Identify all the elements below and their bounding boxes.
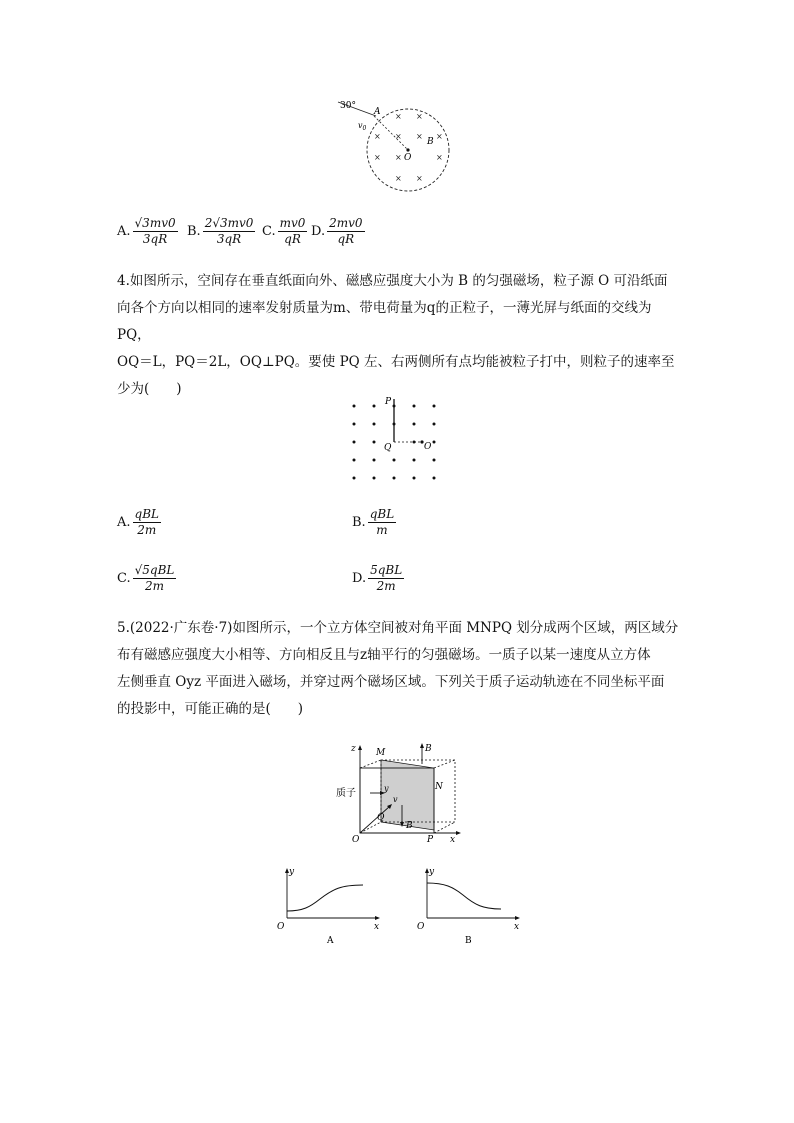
field-b-top-label: B bbox=[425, 744, 432, 754]
q3-option-a[interactable] bbox=[117, 216, 178, 247]
option-fraction bbox=[133, 507, 161, 538]
axis-x-label: x bbox=[450, 835, 456, 845]
q4-line-4: 少为( ) bbox=[117, 381, 182, 397]
option-letter: A. bbox=[117, 224, 131, 239]
center-o-label: O bbox=[404, 153, 412, 163]
denominator: 3qR bbox=[216, 232, 242, 246]
denominator: m bbox=[376, 523, 388, 537]
graph-caption: A bbox=[327, 936, 334, 946]
q4-option-c[interactable] bbox=[117, 563, 176, 594]
q4-option-d[interactable] bbox=[352, 563, 404, 594]
q3-option-d[interactable] bbox=[311, 216, 365, 247]
svg-text:×: × bbox=[395, 153, 402, 162]
q3-option-c[interactable] bbox=[262, 216, 307, 247]
axis-x-label: x bbox=[374, 922, 380, 932]
trajectory-curve-a bbox=[287, 885, 363, 911]
numerator: √5qBL bbox=[134, 563, 175, 577]
axis-y-label: y bbox=[429, 867, 435, 877]
axis-y-label: y bbox=[289, 867, 295, 877]
q5-line-3: 左侧垂直 Oyz 平面进入磁场，并穿过两个磁场区域。下列关于质子运动轨迹在不同坐标平面 bbox=[117, 674, 665, 690]
option-letter: B. bbox=[187, 224, 201, 239]
denominator: 2m bbox=[137, 523, 157, 537]
velocity-label: $v_0$ bbox=[358, 121, 367, 132]
denominator: 2m bbox=[144, 579, 164, 593]
option-fraction bbox=[278, 216, 308, 247]
q4-line-3: OQ＝L，PQ＝2L，OQ⊥PQ。要使 PQ 左、右两侧所有点均能被粒子打中，则粒子的速率至 bbox=[117, 354, 675, 370]
point-o-label: O bbox=[424, 442, 432, 452]
origin-label: O bbox=[417, 922, 425, 932]
velocity-v-label: v bbox=[393, 795, 398, 804]
q5-question-text bbox=[117, 615, 683, 723]
q4-line-2: 向各个方向以相同的速率发射质量为m、带电荷量为q的正粒子，一薄光屏与纸面的交线为 PQ， bbox=[117, 300, 652, 343]
denominator: 2m bbox=[376, 579, 396, 593]
q4-line-1: 4.如图所示，空间存在垂直纸面向外、磁感应强度大小为 B 的匀强磁场，粒子源 O 可沿纸面 bbox=[117, 273, 668, 289]
option-fraction bbox=[327, 216, 364, 247]
svg-text:×: × bbox=[416, 174, 423, 183]
svg-text:×: × bbox=[395, 174, 402, 183]
q5-line-4: 的投影中，可能正确的是( ) bbox=[117, 701, 304, 717]
svg-text:×: × bbox=[374, 153, 381, 162]
option-fraction bbox=[133, 563, 177, 594]
proton-label: 质子 bbox=[336, 788, 356, 799]
option-letter: D. bbox=[352, 571, 367, 586]
q5-line-1: 5.(2022·广东卷·7)如图所示，一个立方体空间被对角平面 MNPQ 划分成两个区域，两区域分 bbox=[117, 620, 679, 636]
trajectory-curve-b bbox=[427, 883, 501, 909]
svg-text:×: × bbox=[436, 153, 443, 162]
svg-text:×: × bbox=[416, 132, 423, 141]
svg-text:×: × bbox=[395, 132, 402, 141]
q5-line-2: 布有磁感应强度大小相等、方向相反且与z轴平行的匀强磁场。一质子以某一速度从立方体 bbox=[117, 647, 651, 663]
option-fraction bbox=[133, 216, 178, 247]
denominator: qR bbox=[337, 232, 355, 246]
numerator: 2√3mv0 bbox=[204, 216, 254, 230]
option-fraction bbox=[203, 216, 256, 247]
option-letter: C. bbox=[117, 571, 131, 586]
origin-label: O bbox=[277, 922, 285, 932]
svg-text:×: × bbox=[374, 132, 381, 141]
axis-z-label: z bbox=[351, 744, 356, 754]
circular-field-figure bbox=[330, 92, 460, 197]
q4-option-a[interactable] bbox=[117, 507, 161, 538]
graph-option-b[interactable] bbox=[415, 865, 525, 950]
dot-field-figure bbox=[344, 393, 450, 489]
q3-option-b[interactable] bbox=[187, 216, 255, 247]
graph-caption: B bbox=[465, 936, 472, 946]
point-q-label: Q bbox=[384, 443, 392, 453]
svg-text:×: × bbox=[436, 132, 443, 141]
option-letter: B. bbox=[352, 515, 366, 530]
point-n-label: N bbox=[435, 782, 443, 792]
point-m-label: M bbox=[376, 748, 386, 758]
cube-figure bbox=[334, 740, 469, 846]
axis-y-label-fig: y bbox=[384, 784, 389, 793]
option-letter: C. bbox=[262, 224, 276, 239]
option-fraction bbox=[368, 563, 404, 594]
field-crosses bbox=[374, 112, 443, 183]
center-dot bbox=[406, 148, 409, 151]
denominator: 3qR bbox=[142, 232, 168, 246]
numerator: √3mv0 bbox=[134, 216, 176, 230]
graph-option-a[interactable] bbox=[275, 865, 385, 950]
axis-x-label: x bbox=[514, 922, 520, 932]
numerator: mv0 bbox=[279, 216, 306, 230]
angle-label: 30° bbox=[340, 101, 356, 111]
q4-option-b[interactable] bbox=[352, 507, 396, 538]
field-b-label: B bbox=[427, 137, 434, 147]
point-p-label-cube: P bbox=[427, 835, 434, 845]
origin-o-label: O bbox=[352, 835, 360, 845]
svg-text:×: × bbox=[416, 112, 423, 121]
numerator: qBL bbox=[134, 507, 159, 521]
field-b-bottom-label: B bbox=[406, 821, 413, 831]
option-letter: D. bbox=[311, 224, 326, 239]
point-p-label: P bbox=[385, 397, 392, 407]
option-letter: A. bbox=[117, 515, 131, 530]
svg-text:×: × bbox=[395, 112, 402, 121]
point-q-label-cube: Q bbox=[377, 813, 385, 823]
diagonal-plane-mnpq bbox=[381, 760, 434, 830]
numerator: 5qBL bbox=[370, 563, 403, 577]
point-a-label: A bbox=[374, 107, 381, 117]
numerator: qBL bbox=[369, 507, 395, 521]
denominator: qR bbox=[284, 232, 301, 246]
q4-question-text bbox=[117, 268, 683, 403]
numerator: 2mv0 bbox=[329, 216, 363, 230]
option-fraction bbox=[368, 507, 396, 538]
